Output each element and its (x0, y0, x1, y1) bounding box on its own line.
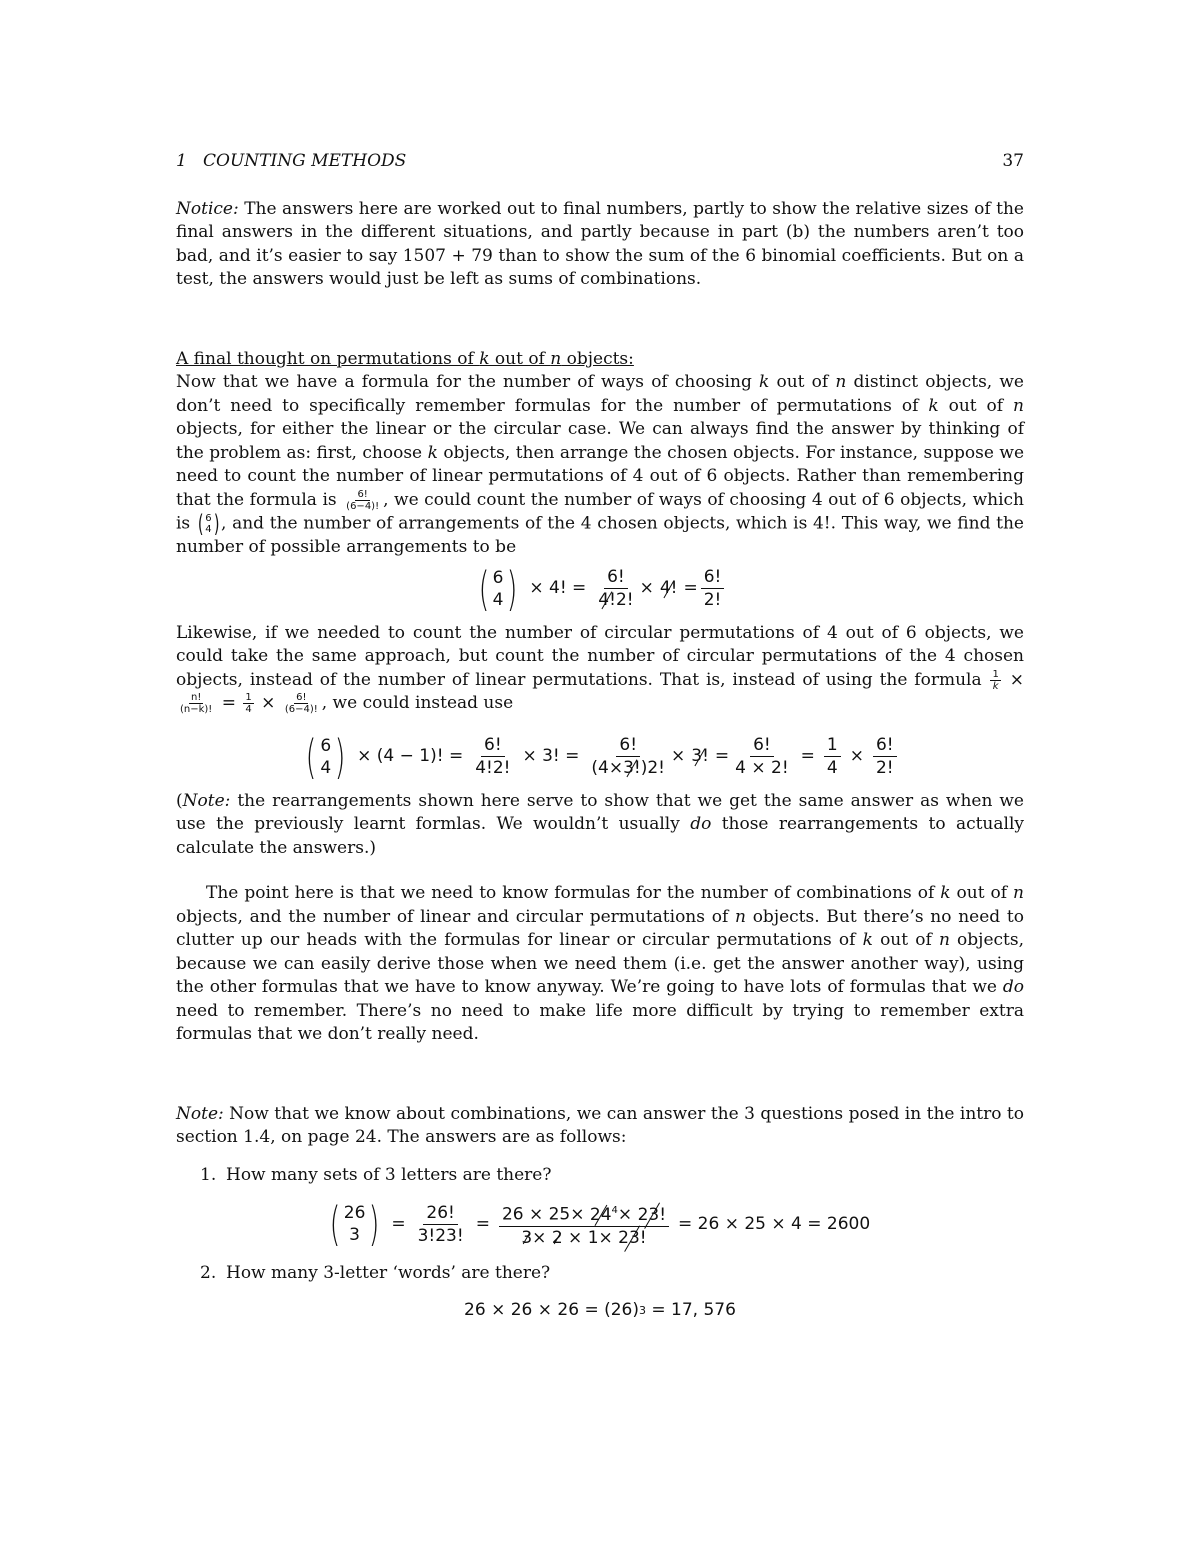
inline-binomial: ( 6 4 ) (197, 510, 220, 538)
note-combinations: Note: Now that we know about combinations, we can answer the 3 questions posed in the intro to section 1.4, on page 24. The answers are as follows: (176, 1103, 1024, 1147)
equation-linear: ( 6 4 ) × 4! = $\frac{6!}{4!2!}$ × 4! = $\frac{6!}{2!}$ (176, 566, 1024, 612)
page-number: 37 (1002, 151, 1024, 171)
document-page (176, 150, 1024, 1333)
equation-circular: ( 6 4 ) × (4 − 1)! = $\frac{6!}{4!2!}$ × 3! = $\frac{6!}{(4\times 3!)2!}$ × 3! = $\frac{6!}{4 \times 2!}$ = $\frac{1}{4}$ × $\frac{6!}{2!}$ (176, 734, 1024, 780)
list-item: 2. How many 3-letter ‘words’ are there? (200, 1262, 551, 1283)
notice-paragraph (176, 198, 1024, 292)
point-paragraph: The point here is that we need to know formulas for the number of combinations of k out of n objects, and the number of linear and circular permutations of n objects. But there’s no need to clutter up our heads with the formulas for linear or circular permutations of k out of n objects, because we can easily derive those when we need them (i.e. get the answer another way), using the other formulas that we have to know anyway. We’re going to have lots of formulas that we do need to remember. There’s no need to make life more difficult by trying to remember extra formulas that we don’t really need. (176, 883, 1024, 1044)
note-rearrangements: (Note: the rearrangements shown here serve to show that we get the same answer as when we use the previously learnt formlas. We wouldn’t usually do those rearrangements to actually calculate the answers.) (176, 790, 1024, 858)
list-item: 1. How many sets of 3 letters are there? (200, 1164, 552, 1185)
permutations-paragraph: Now that we have a formula for the number of ways of choosing k out of n distinct objects, we don’t need to specifically remember formulas for the number of permutations of k out of n objects, for either the linear or the circular case. We can always find the answer by thinking of the problem as: first, choose k objects, then arrange the chosen objects. For instance, suppose we need to count the number of linear permutations of 4 out of 6 objects. Rather than remembering that the formula is $\frac{6!}{(6-4)!}$ , we could count the number of ways of choosing 4 out of 6 objects, which is ( 6 4 ) , and the number of arrangements of the 4 chosen objects, which is 4!. This way, we find the number of possible arrangements to be (176, 372, 1024, 557)
equation-words: 26 × 26 × 26 = (26) 3 = 17, 576 (464, 1300, 736, 1321)
inline-fraction: $\frac{6!}{(6-4)!}$ (346, 488, 380, 512)
fraction: $\frac{6!}{2!}$ (701, 567, 725, 610)
running-header (176, 150, 1024, 174)
fraction: $\frac{6!}{4!2!}$ (598, 567, 634, 610)
binomial: ( 6 4 ) (478, 561, 518, 616)
notice-lead: Notice: (176, 198, 239, 219)
section-heading: A final thought on permutations of k out of n objects: (176, 348, 634, 369)
circular-paragraph: Likewise, if we needed to count the number of circular permutations of 4 out of 6 objects, we could take the same approach, but count the number of circular permutations of the 4 chosen objects, instead of the number of linear permutations. That is, instead of using the formula $\frac{1}{k}$ × $\frac{n!}{(n-k)!}$ = $\frac{1}{4}$ × $\frac{6!}{(6-4)!}$ , we could instead use (176, 622, 1024, 715)
notice-text: The answers here are worked out to final numbers, partly to show the relative sizes of the final answers in the different situations, and partly because in part (b) the numbers aren’t too bad, and it’s easier to say 1507 + 79 than to show the sum of the 6 binomial coefficients. But on a test, the answers would just be left as sums of combinations. (176, 198, 1024, 289)
section-title: 1 COUNTING METHODS (176, 151, 407, 171)
equation-sets: ( 26 3 ) = $\frac{26!}{3!23!}$ = $\frac{26 \times 25\times 24^4\times 23!}{3\times 2 \times 1\times 23!}$ = 26 × 25 × 4 = 2600 (329, 1197, 871, 1252)
